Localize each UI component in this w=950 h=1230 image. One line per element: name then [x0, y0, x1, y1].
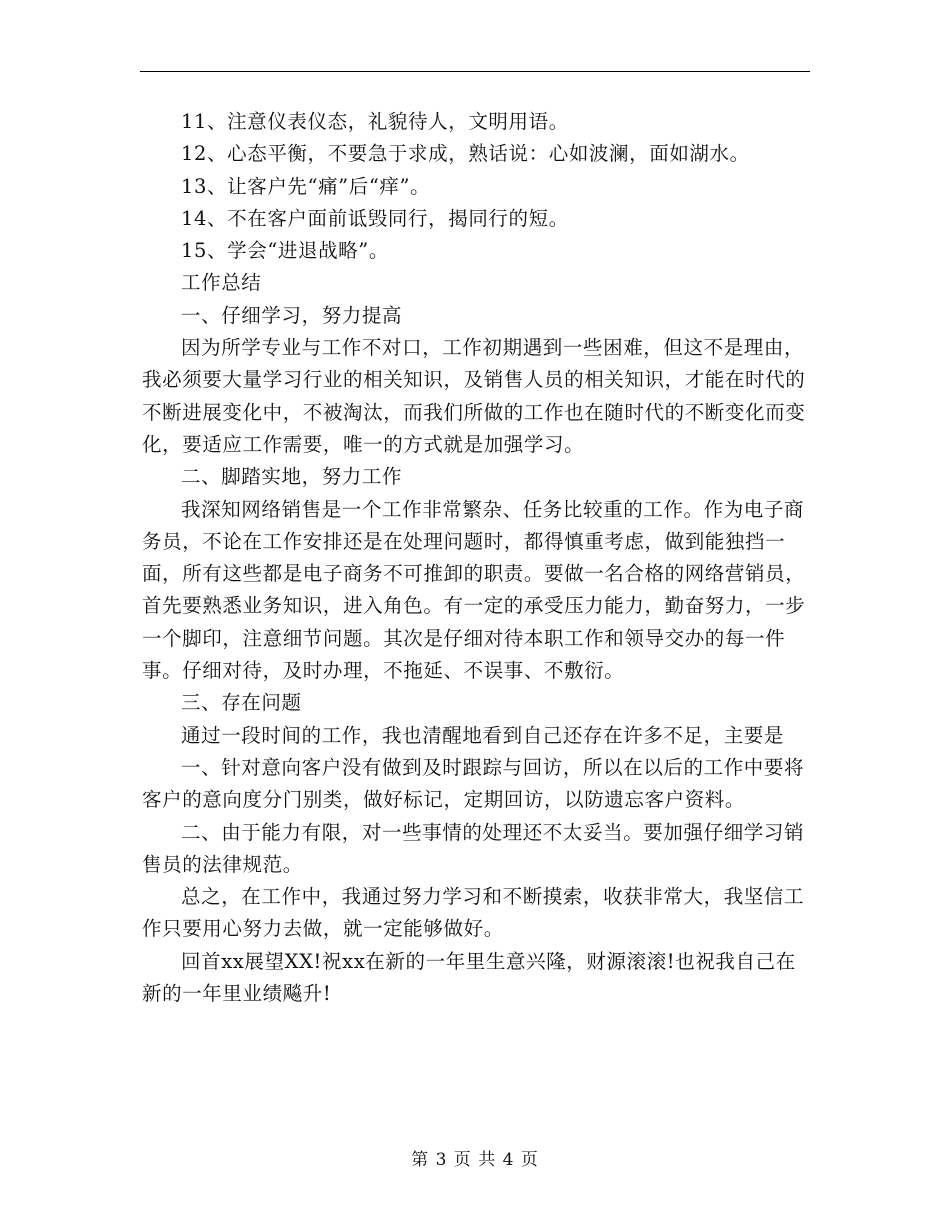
paragraph-work: 我深知网络销售是一个工作非常繁杂、任务比较重的工作。作为电子商务员，不论在工作安排还是在处理问题时，都得慎重考虑，做到能独挡一面，所有这些都是电子商务不可推卸的职责。要做一名合格的网络营销员，首先要熟悉业务知识，进入角色。有一定的承受压力能力，勤奋努力，一步一个脚印，注意细节问题。其次是仔细对待本职工作和领导交办的每一件事。仔细对待，及时办理，不拖延、不误事、不敷衍。: [142, 497, 806, 683]
paragraph-summary: 总之，在工作中，我通过努力学习和不断摸索，收获非常大，我坚信工作只要用心努力去做，就一定能够做好。: [142, 885, 805, 941]
page-number: 第 3 页 共 4 页: [411, 1150, 539, 1170]
list-item-14: 14、不在客户面前诋毁同行，揭同行的短。: [181, 206, 569, 230]
list-item-13: 13、让客户先“痛”后“痒”。: [181, 174, 431, 198]
heading-work: 二、脚踏实地，努力工作: [181, 465, 403, 489]
paragraph-problems: 通过一段时间的工作，我也清醒地看到自己还存在许多不足，主要是: [181, 723, 785, 747]
document-body: [142, 106, 814, 1010]
page-footer: [0, 1148, 950, 1172]
heading-problems: 三、存在问题: [181, 691, 302, 715]
header-rule: [140, 71, 810, 72]
list-item-12: 12、心态平衡，不要急于求成，熟话说：心如波澜，面如湖水。: [181, 142, 750, 166]
list-item-11: 11、注意仪表仪态，礼貌待人，文明用语。: [181, 110, 569, 133]
section-title: 工作总结: [181, 271, 262, 295]
paragraph-problem-one: 一、针对意向客户没有做到及时跟踪与回访，所以在以后的工作中要将客户的意向度分门别类，做好标记，定期回访，以防遗忘客户资料。: [142, 755, 805, 812]
paragraph-study: 因为所学专业与工作不对口，工作初期遇到一些困难，但这不是理由，我必须要大量学习行业的相关知识，及销售人员的相关知识，才能在时代的不断进展变化中，不被淘汰，而我们所做的工作也在随时代的不断变化而变化，要适应工作需要，唯一的方式就是加强学习。: [142, 336, 806, 456]
paragraph-problem-two: 二、由于能力有限，对一些事情的处理还不太妥当。要加强仔细学习销售员的法律规范。: [142, 820, 805, 876]
heading-study: 一、仔细学习，努力提高: [181, 303, 403, 327]
paragraph-closing: 回首xx展望XX!祝xx在新的一年里生意兴隆，财源滚滚!也祝我自己在新的一年里业绩飚升!: [142, 949, 796, 1006]
list-item-15: 15、学会“进退战略”。: [181, 239, 389, 263]
